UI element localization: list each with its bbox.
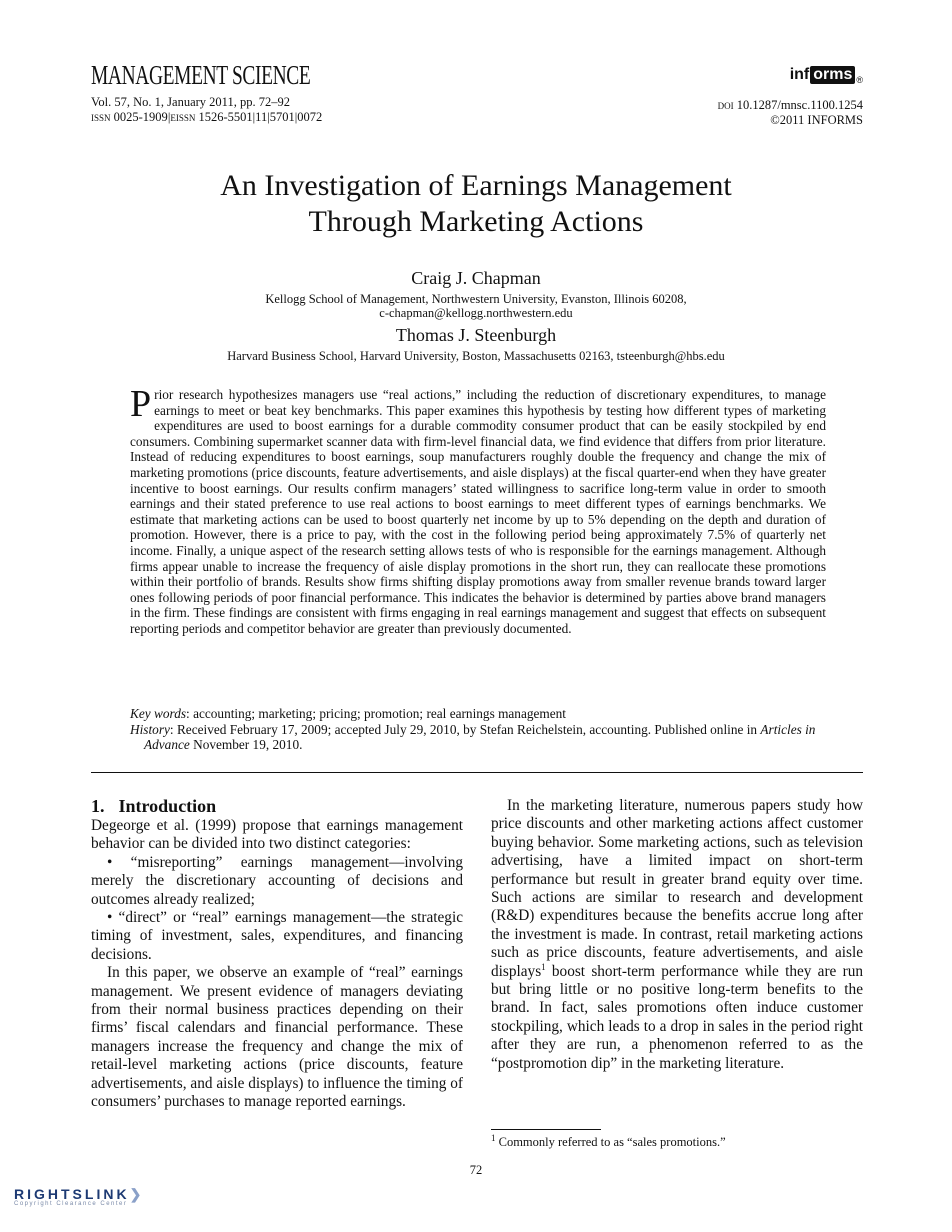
footnote xyxy=(491,1132,863,1149)
history-text-1: Received February 17, 2009; accepted July 29, 2010, by Stefan Reichelstein, accounting. Published online in xyxy=(176,721,758,737)
section-heading xyxy=(91,795,463,817)
abstract-text: rior research hypothesizes managers use “real actions,” including the reduction of discretionary expenditures, to manage earnings to meet or beat key benchmarks. This paper examines this hypothesis by testing how different types of marketing expenditures are used to boost earnings for a durable commodity consumer product that can be easily stockpiled by end consumers. Combining supermarket scanner data with firm-level financial data, we find evidence that differs from prior literature. Instead of reducing expenditures to boost earnings, soup manufacturers roughly double the frequency and change the mix of marketing promotions (price discounts, feature advertisements, and aisle displays) at the fiscal quarter-end when they have greater incentive to boost earnings. Our results confirm managers’ stated willingness to sacrifice long-term value in order to smooth earnings and their stated preference to use real actions to boost earnings to meet different types of earnings benchmarks. We estimate that marketing actions can be used to boost quarterly net income by up to 5% depending on the depth and duration of promotion. However, there is a price to pay, with the cost in the following period being approximately 7.5% of quarterly net income. Finally, a unique aspect of the research setting allows tests of who is responsible for the earnings management. Although firms appear unable to increase the frequency of aisle display promotions in the short run, they can reallocate these promotions within their portfolio of brands. Results show firms shifting display promotions away from smaller revenue brands toward larger ones following periods of poor financial performance. This indicates the behavior is determined by parties above brand managers in the firm. These findings are consistent with firms engaging in real earnings management and suggest that effects on subsequent reporting periods and competitor behavior are greater than previously documented. xyxy=(130,387,826,636)
rightslink-arrow-icon: ❯ xyxy=(129,1186,142,1202)
right-column xyxy=(491,797,863,1073)
paragraph: In this paper, we observe an example of “real” earnings management. We present evidence of managers deviating from their normal business practices depending on their firms’ fiscal calendars and financial performance. These managers increase the frequency and change the mix of retail-level marketing actions (price discounts, feature advertisements, and aisle displays) to influence the timing of consumers’ purchases to manage reported earnings. xyxy=(91,964,463,1111)
rightslink-main: RIGHTSLINK xyxy=(14,1186,130,1202)
journal-name: MANAGEMENT SCIENCE xyxy=(91,60,311,90)
divider-rule xyxy=(91,772,863,773)
history-label: History xyxy=(130,721,170,737)
issn-value: 0025-1909 xyxy=(113,110,168,124)
issn-label: issn xyxy=(91,110,111,124)
doi-block xyxy=(718,98,863,128)
copyright: ©2011 INFORMS xyxy=(770,113,863,127)
footnote-mark: 1 xyxy=(491,1132,496,1143)
keywords-history xyxy=(130,706,826,753)
logo-part-b: orms xyxy=(810,66,855,84)
title-line-1: An Investigation of Earnings Management xyxy=(220,169,732,202)
page-number: 72 xyxy=(469,1163,483,1177)
title-line-2: Through Marketing Actions xyxy=(308,205,644,238)
author-affiliation: Kellogg School of Management, Northwestern University, Evanston, Illinois 60208, xyxy=(265,292,687,306)
keywords-text: accounting; marketing; pricing; promotion; real earnings management xyxy=(193,706,566,721)
section-number: 1. xyxy=(91,796,105,816)
keywords-line: Key words: accounting; marketing; pricing; promotion; real earnings management xyxy=(130,706,566,721)
section-title: Introduction xyxy=(118,796,217,816)
paper-title xyxy=(0,168,952,240)
abstract-dropcap: P xyxy=(130,383,152,425)
doi-line xyxy=(718,98,863,113)
paragraph xyxy=(491,797,863,1073)
history-text-2: November 19, 2010. xyxy=(193,737,303,753)
footnote-ref[interactable]: 1 xyxy=(541,961,546,972)
eissn-value: 1526-5501 xyxy=(198,110,253,124)
author-name: Craig J. Chapman xyxy=(411,268,541,288)
keywords-label: Key words xyxy=(130,706,187,721)
paragraph-text-b: boost short-term performance while they are run but bring little or no positive long-term benefits to the brand. In fact, sales promotions often induce customer stockpiling, which leads to a drop in sales in the period right after they are run, a phenomenon referred to as the “postpromotion dip” in the marketing literature. xyxy=(491,962,863,1072)
rightslink-logo xyxy=(14,1186,141,1207)
issn-line: issn 0025-1909|eissn 1526-5501|11|5701|0072 xyxy=(91,110,323,124)
abstract xyxy=(130,383,826,637)
left-column xyxy=(91,795,463,1112)
journal-meta xyxy=(91,95,322,125)
paragraph-text-a: In the marketing literature, numerous papers study how price discounts and other marketing actions affect customer buying behavior. Some marketing actions, such as television advertising, have a limited impact on short-term performance but result in greater brand equity over time. Such actions are similar to research and development (R&D) expenditures because the benefits accrue long after the investment is made. In contrast, retail marketing actions such as price discounts, feature advertisements, and aisle displays xyxy=(491,797,863,980)
bullet-item: • “misreporting” earnings management—involving merely the discretionary accounting of decisions and outcomes already realized; xyxy=(91,853,463,908)
footnote-text: Commonly referred to as “sales promotions.” xyxy=(498,1135,726,1149)
doi-label: doi xyxy=(717,98,734,112)
volume-line: Vol. 57, No. 1, January 2011, pp. 72–92 xyxy=(91,95,290,109)
issn-rest: 11 xyxy=(255,110,268,124)
issn-rest2: 5701 xyxy=(269,110,295,124)
eissn-label: eissn xyxy=(170,110,196,124)
footnote-rule xyxy=(491,1129,601,1130)
bullet-item: • “direct” or “real” earnings management—the strategic timing of investment, sales, expenditures, and financing decisions. xyxy=(91,909,463,963)
rightslink-sub: Copyright Clearance Center xyxy=(14,1201,128,1207)
author-email[interactable]: c-chapman@kellogg.northwestern.edu xyxy=(379,306,573,320)
issn-rest3: 0072 xyxy=(297,110,323,124)
logo-registered: ® xyxy=(856,75,863,85)
history-italic: Articles in Advance xyxy=(144,721,816,753)
author-name: Thomas J. Steenburgh xyxy=(395,325,557,345)
informs-logo xyxy=(790,65,863,85)
paragraph: Degeorge et al. (1999) propose that earnings management behavior can be divided into two distinct categories: xyxy=(91,817,463,853)
logo-part-a: inf xyxy=(789,66,810,83)
history-line: History: Received February 17, 2009; accepted July 29, 2010, by Stefan Reichelstein, accounting. Published online in Articles in Advance November 19, 2010. xyxy=(130,721,816,753)
doi-link[interactable]: 10.1287/mnsc.1100.1254 xyxy=(736,98,863,112)
author-affiliation: Harvard Business School, Harvard University, Boston, Massachusetts 02163, tsteenburgh@hbs.edu xyxy=(227,349,725,363)
